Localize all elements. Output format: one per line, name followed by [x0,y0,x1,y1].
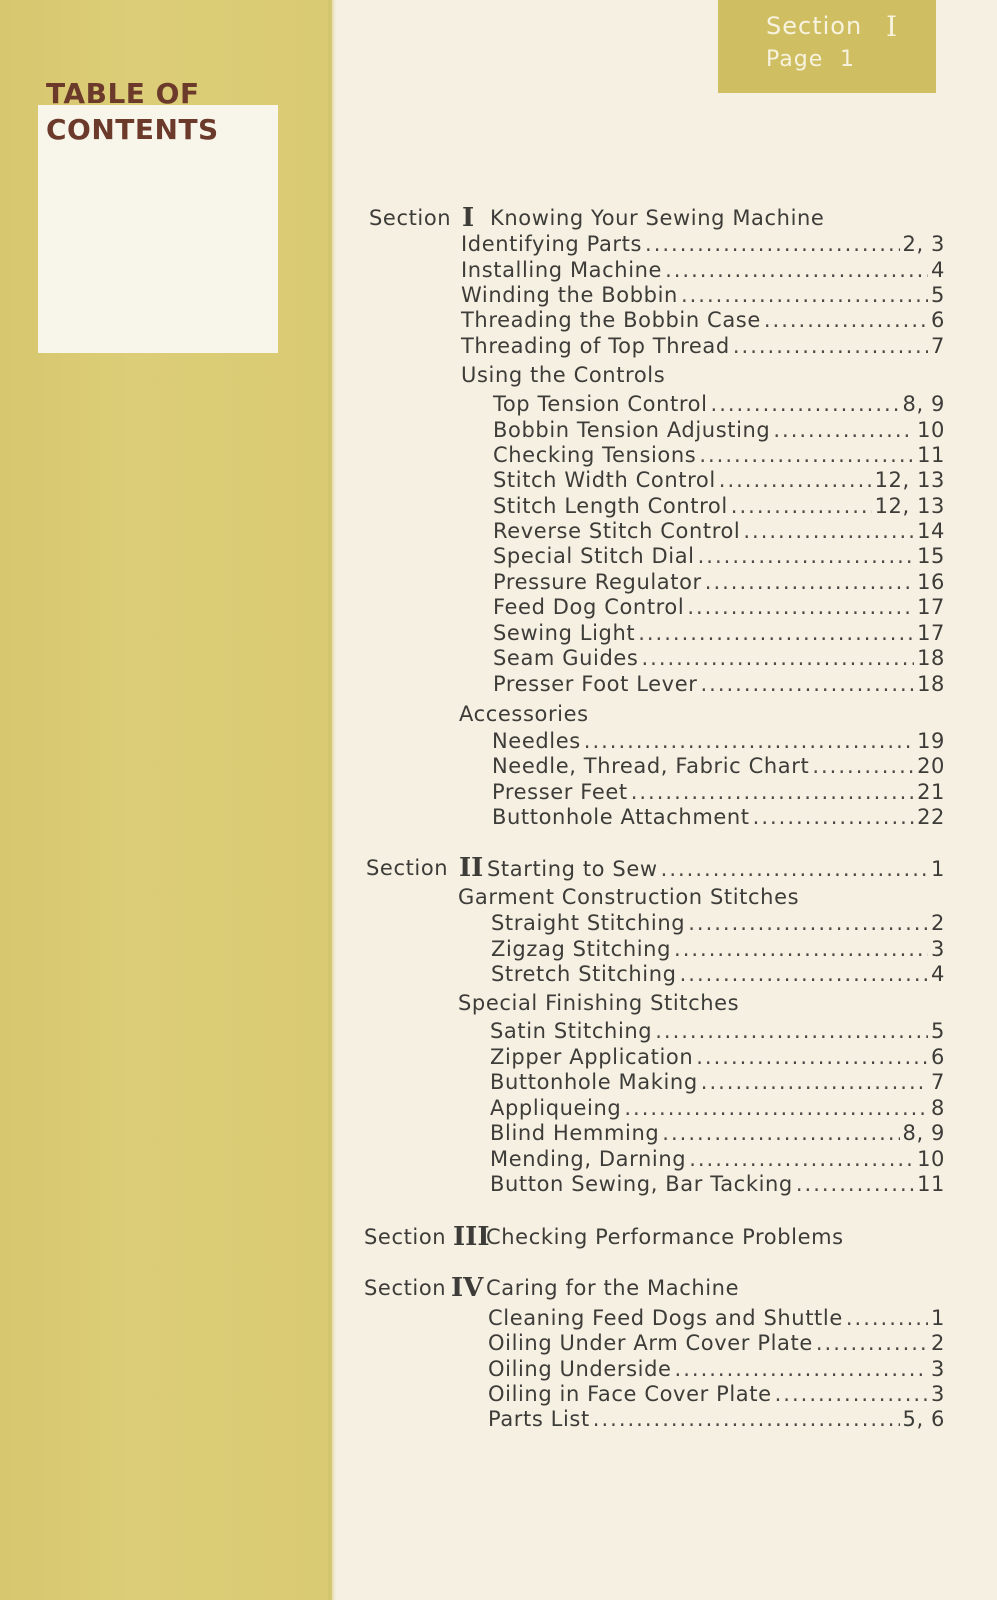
toc-entry: Needles ..... 19 [492,729,945,754]
leader-dots [701,1070,928,1095]
group-heading: Garment Construction Stitches [458,885,800,909]
toc-entry: Checking Tensions ..... 11 [493,443,945,468]
toc-entry: Special Stitch Dial ..... 15 [493,544,945,569]
leader-dots [688,911,928,936]
leader-dots [733,334,928,359]
leader-dots [680,962,928,987]
toc-entry: Stretch Stitching ..... 4 [491,962,945,987]
toc-entry: Pressure Regulator ..... 16 [493,570,945,595]
section-title: Caring for the Machine [486,1276,740,1300]
section-numeral: IV [451,1273,484,1303]
toc-entry: Identifying Parts ..... 2, 3 [461,232,945,257]
leader-dots [796,1172,914,1197]
toc-entry: Appliqueing ..... 8 [490,1096,945,1121]
toc-entry: Top Tension Control ..... 8, 9 [493,392,945,417]
leader-dots [698,544,914,569]
section-title-entry: Starting to Sew ..... 1 [487,857,945,882]
toc-entry: Oiling Under Arm Cover Plate ..... 2 [488,1331,945,1356]
leader-dots [764,308,928,333]
toc-entry: Satin Stitching ..... 5 [490,1019,945,1044]
toc-entry: Buttonhole Attachment ..... 22 [492,805,945,830]
group-heading: Accessories [459,702,589,726]
toc-entry: Mending, Darning ..... 10 [490,1147,945,1172]
leader-dots [641,646,914,671]
section-page-tab [718,0,936,93]
leader-dots [661,857,928,882]
toc-entry: Needle, Thread, Fabric Chart ..... 20 [492,754,945,779]
group-heading: Using the Controls [461,363,666,387]
toc-entry: Winding the Bobbin ..... 5 [461,283,945,308]
leader-dots [675,1357,928,1382]
leader-dots [655,1019,928,1044]
toc-entry: Threading the Bobbin Case ..... 6 [461,308,945,333]
toc-entry: Bobbin Tension Adjusting ..... 10 [493,418,945,443]
toc-entry: Presser Feet ..... 21 [492,780,945,805]
section-label: Section [364,1276,447,1300]
section-title: Checking Performance Problems [486,1225,844,1249]
leader-dots [674,937,928,962]
leader-dots [624,1096,928,1121]
leader-dots [711,392,900,417]
toc-entry: Presser Foot Lever ..... 18 [493,672,945,697]
leader-dots [631,780,914,805]
toc-entry: Blind Hemming ..... 8, 9 [490,1121,945,1146]
toc-entry: Buttonhole Making ..... 7 [490,1070,945,1095]
section-numeral: III [453,1222,490,1252]
tab-page-label: Page [766,47,824,72]
tab-page-number: 1 [840,47,855,72]
toc-entry: Zipper Application ..... 6 [490,1045,945,1070]
section-numeral: I [462,203,475,233]
leader-dots [687,595,914,620]
toc-entry: Sewing Light ..... 17 [493,621,945,646]
leader-dots [775,1382,928,1407]
leader-dots [662,1121,899,1146]
toc-entry: Oiling Underside ..... 3 [488,1357,945,1382]
leader-dots [638,621,914,646]
toc-entry: Stitch Length Control ..... 12, 13 [493,494,945,519]
toc-entry: Cleaning Feed Dogs and Shuttle ..... 1 [488,1306,945,1331]
leader-dots [816,1331,928,1356]
toc-title: TABLE OF CONTENTS [46,77,219,146]
leader-dots [846,1306,928,1331]
toc-entry: Oiling in Face Cover Plate ..... 3 [488,1382,945,1407]
leader-dots [773,418,914,443]
leader-dots [753,805,914,830]
tab-section-number: I [886,10,899,43]
section-label: Section [369,206,452,230]
toc-entry: Threading of Top Thread ..... 7 [461,334,945,359]
section-label: Section [366,856,449,880]
leader-dots [719,468,872,493]
toc-entry: Reverse Stitch Control ..... 14 [493,519,945,544]
toc-entry: Zigzag Stitching ..... 3 [491,937,945,962]
tab-section-label: Section [766,12,863,40]
leader-dots [696,1045,928,1070]
leader-dots [593,1407,900,1432]
toc-entry: Installing Machine ..... 4 [461,258,945,283]
leader-dots [700,672,914,697]
leader-dots [681,283,928,308]
toc-entry: Stitch Width Control ..... 12, 13 [493,468,945,493]
leader-dots [584,729,914,754]
leader-dots [665,258,928,283]
toc-entry: Seam Guides ..... 18 [493,646,945,671]
section-title: Knowing Your Sewing Machine [490,206,825,230]
leader-dots [731,494,872,519]
group-heading: Special Finishing Stitches [458,991,740,1015]
section-numeral: II [459,853,484,883]
leader-dots [705,570,914,595]
toc-entry: Feed Dog Control ..... 17 [493,595,945,620]
toc-entry: Parts List ..... 5, 6 [488,1407,945,1432]
toc-entry: Button Sewing, Bar Tacking ..... 11 [490,1172,945,1197]
leader-dots [812,754,914,779]
leader-dots [645,232,899,257]
leader-dots [743,519,914,544]
leader-dots [689,1147,914,1172]
leader-dots [699,443,914,468]
toc-entry: Straight Stitching ..... 2 [491,911,945,936]
section-label: Section [364,1225,447,1249]
